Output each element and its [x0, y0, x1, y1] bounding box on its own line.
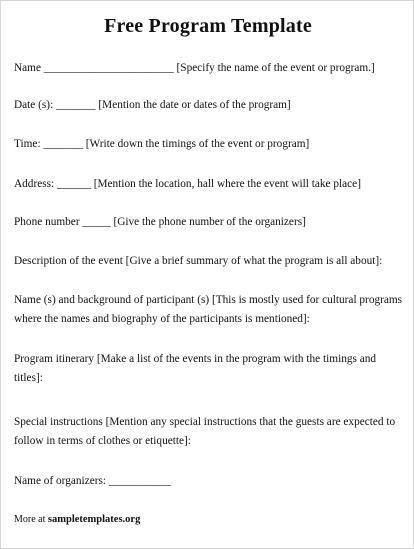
field-description: Description of the event [Give a brief summary of what the program is all about]: — [14, 255, 383, 267]
footer-site-link[interactable]: sampletemplates.org — [47, 514, 141, 525]
field-time: Time: _______ [Write down the timings of the event or program] — [14, 138, 310, 150]
field-special-instructions: Special instructions [Mention any special instructions that the guests are expected to follow in terms of clothes or etiquette]: — [14, 416, 396, 447]
field-date: Date (s): _______ [Mention the date or dates of the program] — [14, 99, 291, 111]
footer-prefix: More at — [14, 514, 48, 525]
field-organizers: Name of organizers: ___________ — [14, 475, 171, 487]
field-address: Address: ______ [Mention the location, hall where the event will take place] — [14, 178, 361, 190]
document-title: Free Program Template — [104, 15, 312, 37]
field-name: Name _______________________ [Specify the name of the event or program.] — [14, 62, 375, 74]
field-phone-number: Phone number _____ [Give the phone number of the organizers] — [14, 216, 306, 228]
field-program-itinerary: Program itinerary [Make a list of the events in the program with the timings and titles]: — [14, 353, 377, 384]
field-participants: Name (s) and background of participant (s) [This is mostly used for cultural programs where the names and biography of the participants is mentioned]: — [14, 294, 403, 325]
footer-credit — [14, 513, 140, 527]
